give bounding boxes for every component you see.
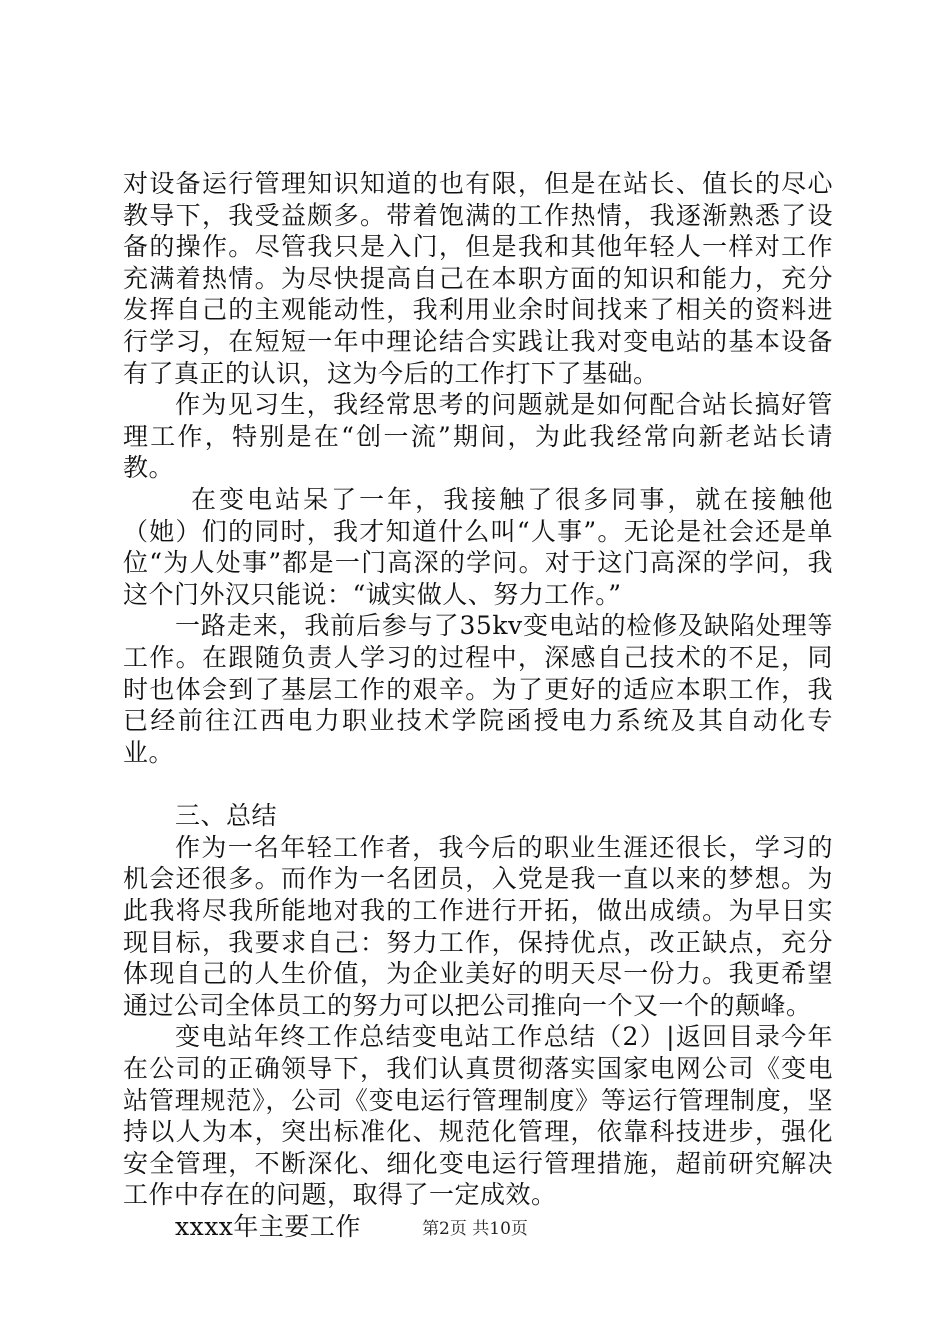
paragraph-career: 作为一名年轻工作者，我今后的职业生涯还很长，学习的机会还很多。而作为一名团员，入党是我一直以来的梦想。为此我将尽我所能地对我的工作进行开拓，做出成绩。为早日实现目标，我要求自己：努力工作，保持优点，改正缺点，充分体现自己的人生价值，为企业美好的明天尽一份力。我更希望通过公司全体员工的努力可以把公司推向一个又一个的颠峰。 [123, 832, 833, 1020]
page-number-footer: 第2页 共10页 [422, 1219, 528, 1239]
document-body [123, 168, 833, 1243]
paragraph-equipment-learning: 对设备运行管理知识知道的也有限，但是在站长、值长的尽心教导下，我受益颇多。带着饱满的工作热情，我逐渐熟悉了设备的操作。尽管我只是入门，但是我和其他年轻人一样对工作充满着热情。为尽快提高自己在本职方面的知识和能力，充分发挥自己的主观能动性，我利用业余时间找来了相关的资料进行学习，在短短一年中理论结合实践让我对变电站的基本设备有了真正的认识，这为今后的工作打下了基础。 [123, 169, 833, 388]
paragraph-maintenance: 一路走来，我前后参与了35kv变电站的检修及缺陷处理等工作。在跟随负责人学习的过程中，深感自己技术的不足，同时也体会到了基层工作的艰辛。为了更好的适应本职工作，我已经前往江西电力职业技术学院函授电力系统及其自动化专业。 [123, 611, 833, 767]
section-heading-summary: 三、总结 [175, 801, 278, 831]
paragraph-trainee: 作为见习生，我经常思考的问题就是如何配合站长搞好管理工作，特别是在“创一流”期间，为此我经常向新老站长请教。 [123, 390, 833, 483]
paragraph-main-work-heading: xxxx年主要工作 [175, 1212, 361, 1241]
paragraph-colleagues: 在变电站呆了一年，我接触了很多同事，就在接触他（她）们的同时，我才知道什么叫“人事”。无论是社会还是单位“为人处事”都是一门高深的学问。对于这门高深的学问，我这个门外汉只能说：“诚实做人、努力工作。” [123, 484, 833, 609]
paragraph-year-end-summary: 变电站年终工作总结变电站工作总结（2）|返回目录今年在公司的正确领导下，我们认真贯彻落实国家电网公司《变电站管理规范》，公司《变电运行管理制度》等运行管理制度，坚持以人为本，突出标准化、规范化管理，依靠科技进步，强化安全管理，不断深化、细化变电运行管理措施，超前研究解决工作中存在的问题，取得了一定成效。 [123, 1022, 833, 1210]
